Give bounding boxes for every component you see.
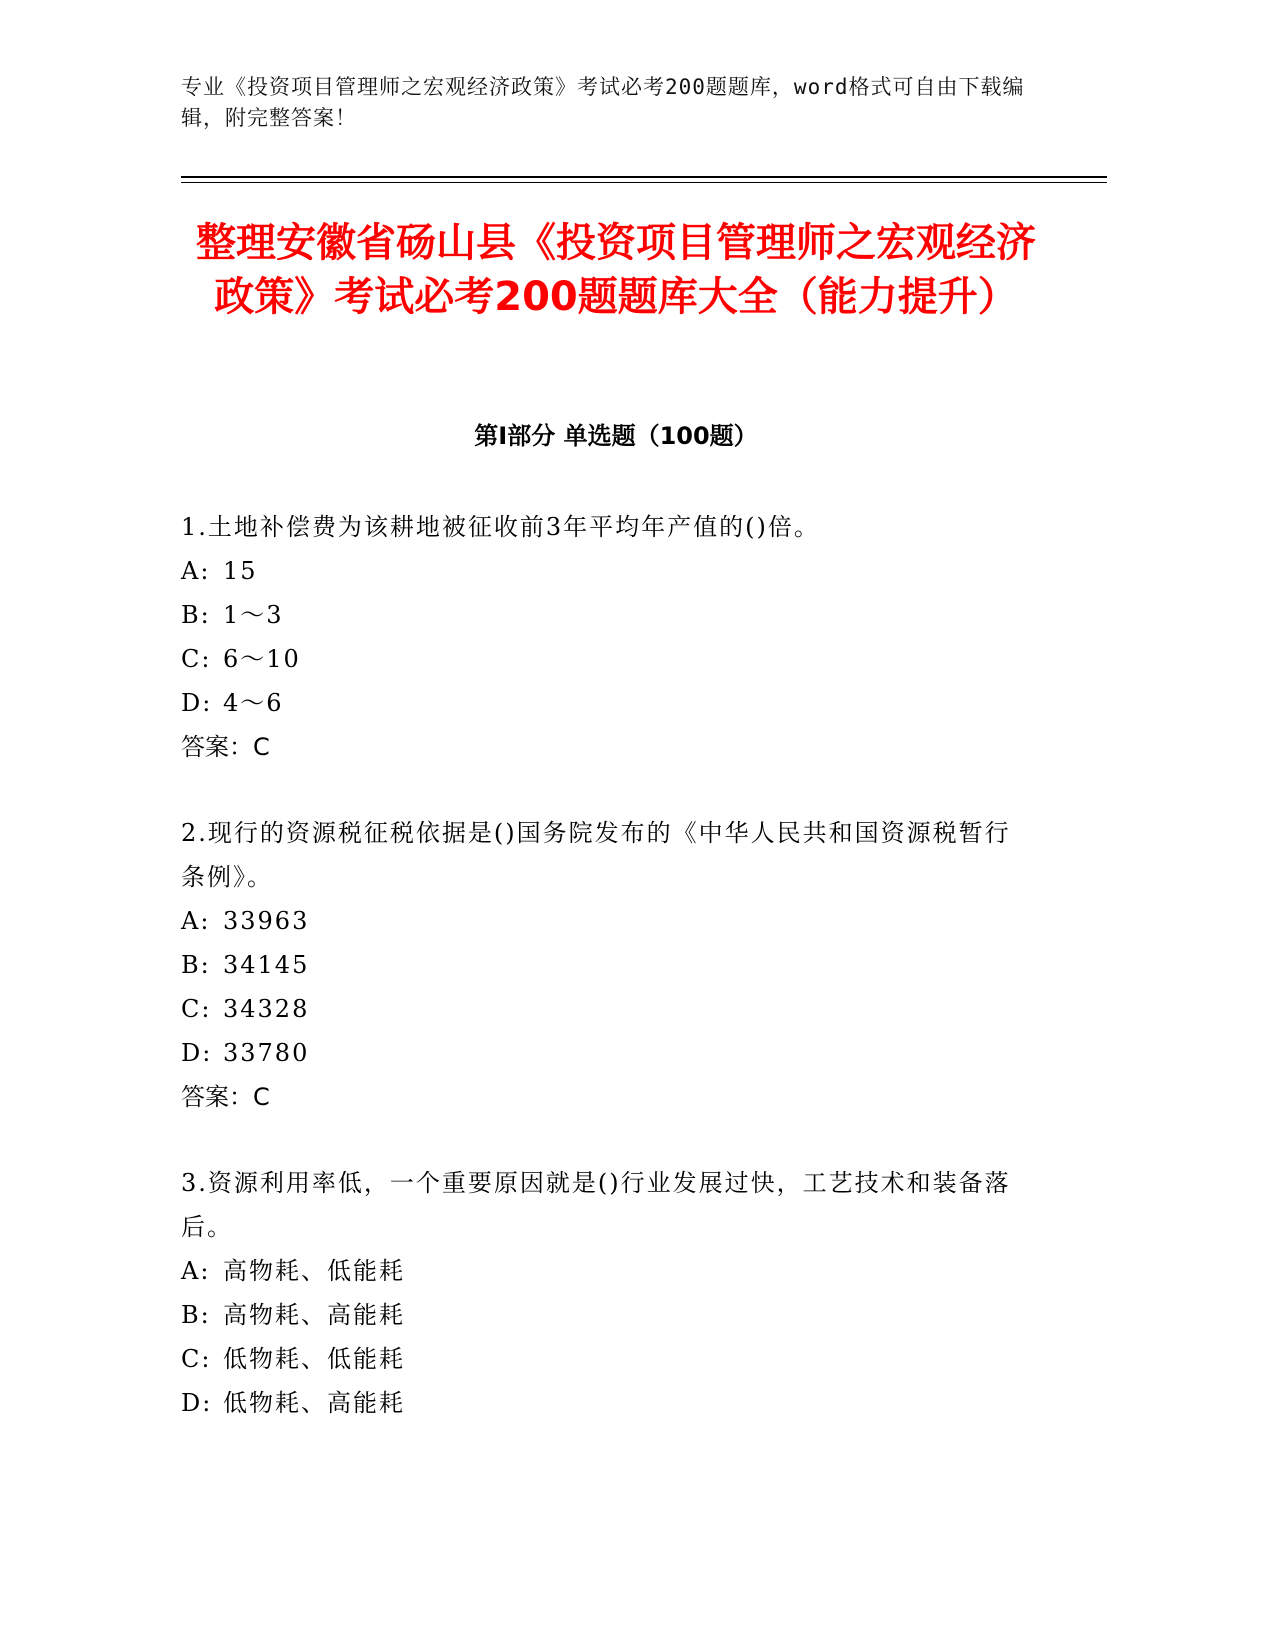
option-c <box>181 637 1021 681</box>
option-c <box>181 1337 1021 1381</box>
document-title: 整理安徽省砀山县《投资项目管理师之宏观经济政策》考试必考200题题库大全（能力提升） <box>196 220 1036 320</box>
option-d <box>181 681 1021 725</box>
option-value: 34328 <box>223 995 310 1023</box>
header-divider-thick <box>181 176 1107 178</box>
option-key: D: <box>181 689 213 717</box>
option-key: A: <box>181 557 211 585</box>
option-a <box>181 899 1021 943</box>
question-3 <box>181 1161 1021 1425</box>
option-key: C: <box>181 995 212 1023</box>
option-key: C: <box>181 645 212 673</box>
option-key: D: <box>181 1389 213 1417</box>
option-d <box>181 1031 1021 1075</box>
option-key: D: <box>181 1039 213 1067</box>
option-key: B: <box>181 1301 211 1329</box>
option-key: A: <box>181 1257 211 1285</box>
option-a <box>181 549 1021 593</box>
answer-line: 答案：C <box>181 733 270 761</box>
option-d <box>181 1381 1021 1425</box>
answer-line: 答案：C <box>181 1083 270 1111</box>
option-value: 高物耗、高能耗 <box>223 1301 405 1329</box>
question-text: 3.资源利用率低，一个重要原因就是()行业发展过快，工艺技术和装备落后。 <box>181 1169 1011 1241</box>
option-value: 1～3 <box>223 601 284 629</box>
option-value: 6～10 <box>223 645 301 673</box>
question-text: 2.现行的资源税征税依据是()国务院发布的《中华人民共和国资源税暂行条例》。 <box>181 819 1011 891</box>
option-key: B: <box>181 951 211 979</box>
option-key: C: <box>181 1345 212 1373</box>
option-key: B: <box>181 601 211 629</box>
option-value: 4～6 <box>223 689 284 717</box>
option-value: 高物耗、低能耗 <box>223 1257 405 1285</box>
option-c <box>181 987 1021 1031</box>
option-value: 33780 <box>223 1039 310 1067</box>
question-2 <box>181 811 1021 1119</box>
header-divider-thin <box>181 182 1107 183</box>
page-header-note: 专业《投资项目管理师之宏观经济政策》考试必考200题题库，word格式可自由下载编辑，附完整答案！ <box>181 75 1025 130</box>
option-value: 34145 <box>223 951 310 979</box>
option-b <box>181 943 1021 987</box>
option-value: 15 <box>223 557 258 585</box>
section-heading: 第Ⅰ部分 单选题（100题） <box>474 422 758 450</box>
option-key: A: <box>181 907 211 935</box>
option-value: 低物耗、低能耗 <box>223 1345 405 1373</box>
option-value: 低物耗、高能耗 <box>223 1389 405 1417</box>
option-a <box>181 1249 1021 1293</box>
option-b <box>181 1293 1021 1337</box>
option-value: 33963 <box>223 907 310 935</box>
question-list <box>181 505 1021 1467</box>
question-text: 1.土地补偿费为该耕地被征收前3年平均年产值的()倍。 <box>181 513 820 541</box>
question-1 <box>181 505 1021 769</box>
option-b <box>181 593 1021 637</box>
